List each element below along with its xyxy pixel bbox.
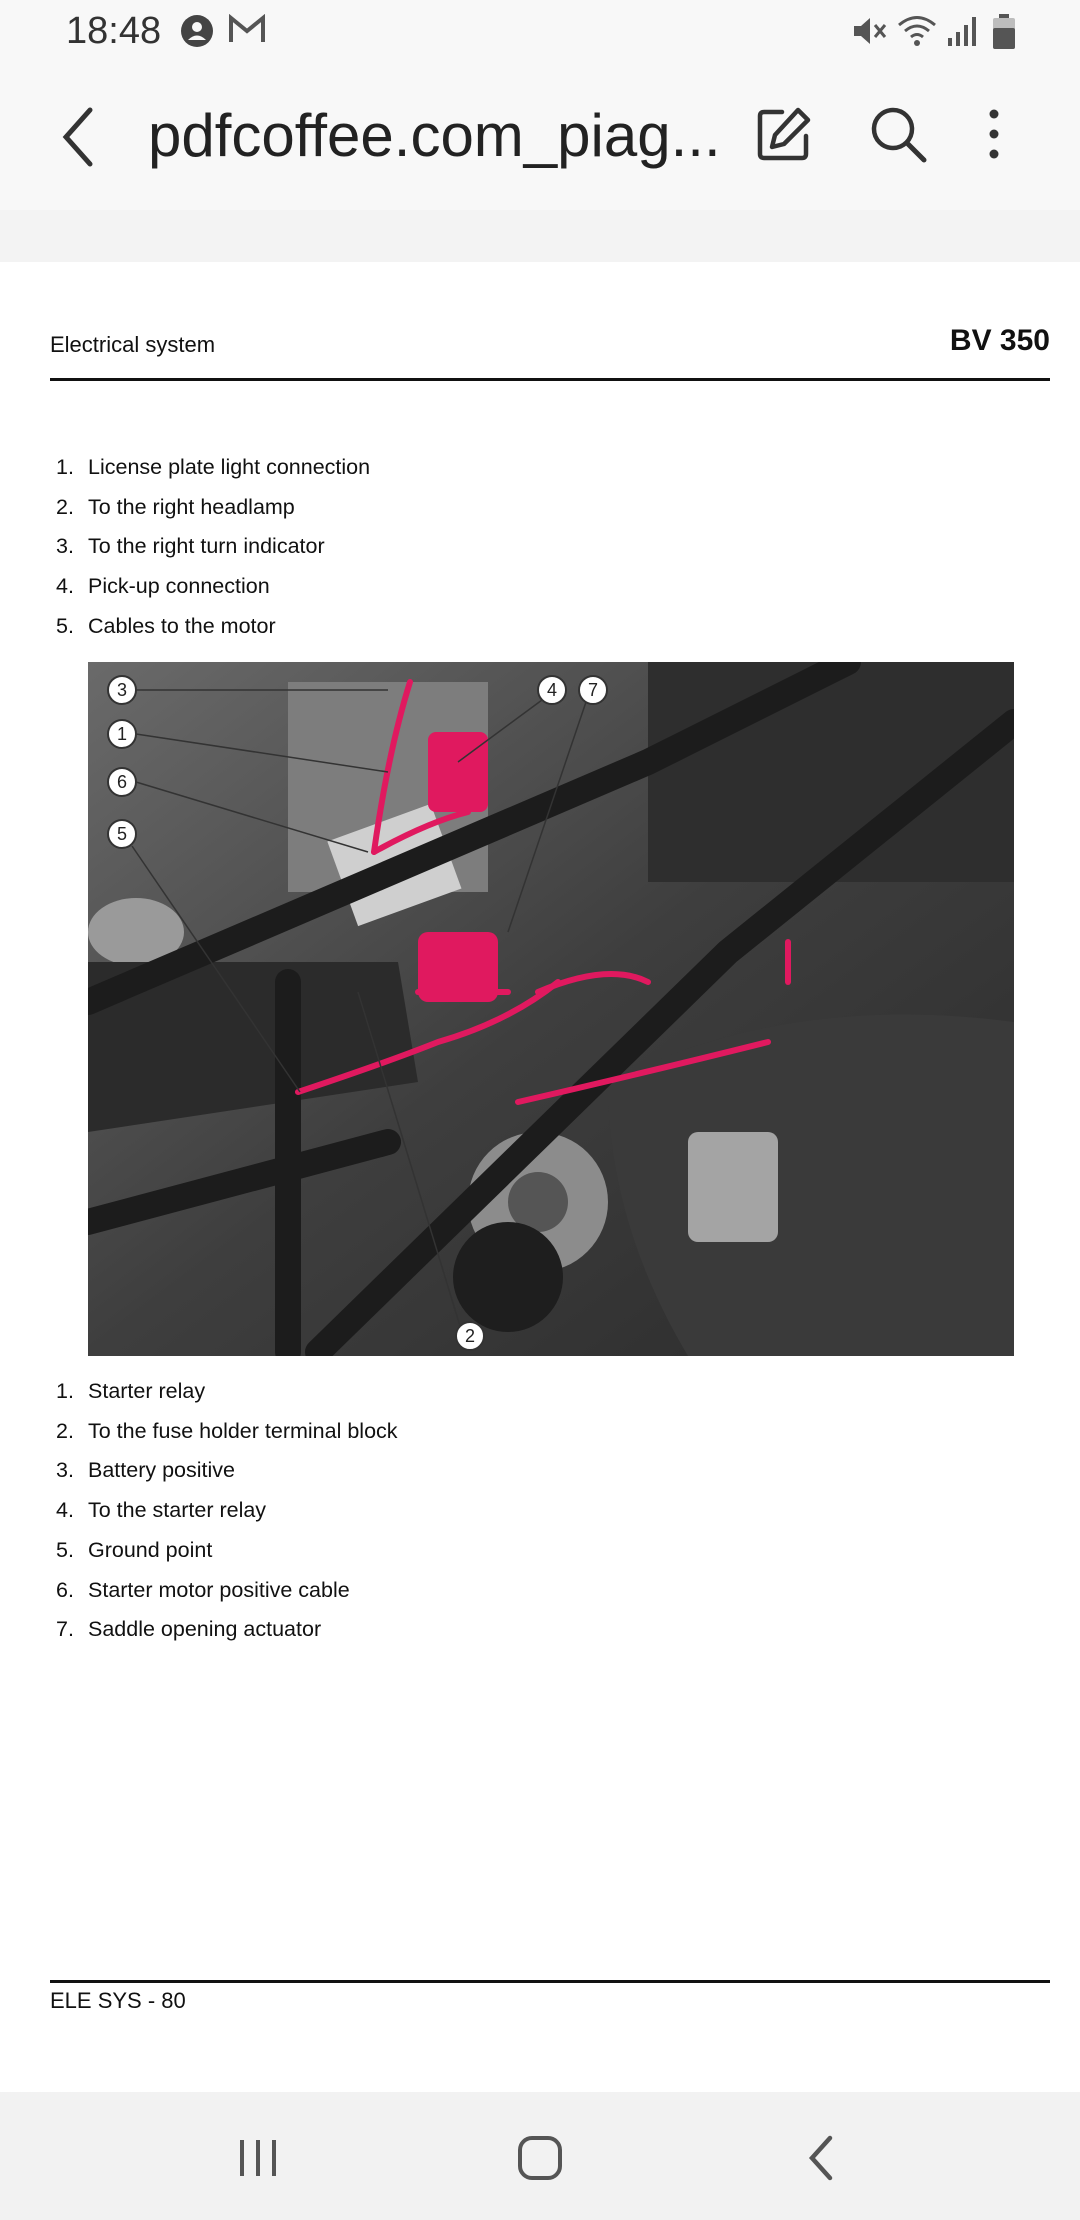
list-item: 4. Pick-up connection [56, 574, 270, 599]
list-item: 5. Ground point [56, 1537, 213, 1562]
account-icon [180, 14, 214, 48]
status-time: 18:48 [66, 10, 162, 52]
gmail-icon [228, 14, 266, 46]
scooter-electrical-photo [88, 662, 1014, 1356]
edit-icon[interactable] [752, 102, 816, 166]
status-bar [0, 0, 1080, 62]
recent-apps-icon[interactable] [226, 2126, 290, 2190]
document-title: pdfcoffee.com_piag... [148, 102, 721, 169]
callout-2: 2 [464, 1326, 476, 1346]
legend-list-2 [56, 1372, 398, 1650]
section-title: Electrical system [50, 332, 216, 357]
app-bar [0, 62, 1080, 211]
callout-4: 4 [546, 680, 558, 700]
list-item: 2. To the right headlamp [56, 494, 295, 519]
mute-icon [852, 14, 888, 48]
list-item: 3. Battery positive [56, 1458, 235, 1483]
callout-3: 3 [116, 680, 128, 700]
list-item: 5. Cables to the motor [56, 613, 276, 638]
callout-6: 6 [116, 772, 128, 792]
list-item: 2. To the fuse holder terminal block [56, 1418, 398, 1443]
signal-icon [946, 14, 980, 48]
nav-back-icon[interactable] [790, 2126, 854, 2190]
model-title: BV 350 [949, 324, 1050, 357]
list-item: 6. Starter motor positive cable [56, 1577, 350, 1602]
footer-divider [50, 1980, 1050, 1983]
system-nav-bar [0, 2092, 1080, 2220]
callout-7: 7 [587, 680, 599, 700]
callout-1: 1 [116, 724, 128, 744]
list-item: 4. To the starter relay [56, 1498, 267, 1523]
list-item: 7. Saddle opening actuator [56, 1617, 322, 1642]
more-options-icon[interactable] [962, 102, 1026, 166]
list-item: 3. To the right turn indicator [56, 534, 325, 559]
home-icon[interactable] [508, 2126, 572, 2190]
back-icon[interactable] [52, 102, 108, 172]
search-icon[interactable] [866, 102, 930, 166]
document-page[interactable] [0, 262, 1080, 2092]
wifi-icon [896, 14, 938, 48]
battery-icon [992, 14, 1016, 50]
header-divider [50, 378, 1050, 381]
list-item: 1. Starter relay [56, 1379, 206, 1403]
previous-page-edge [0, 210, 1080, 263]
page-footer: ELE SYS - 80 [50, 1988, 186, 2013]
callout-5: 5 [116, 824, 128, 844]
list-item: 1. License plate light connection [56, 455, 371, 479]
legend-list-1 [56, 448, 370, 647]
